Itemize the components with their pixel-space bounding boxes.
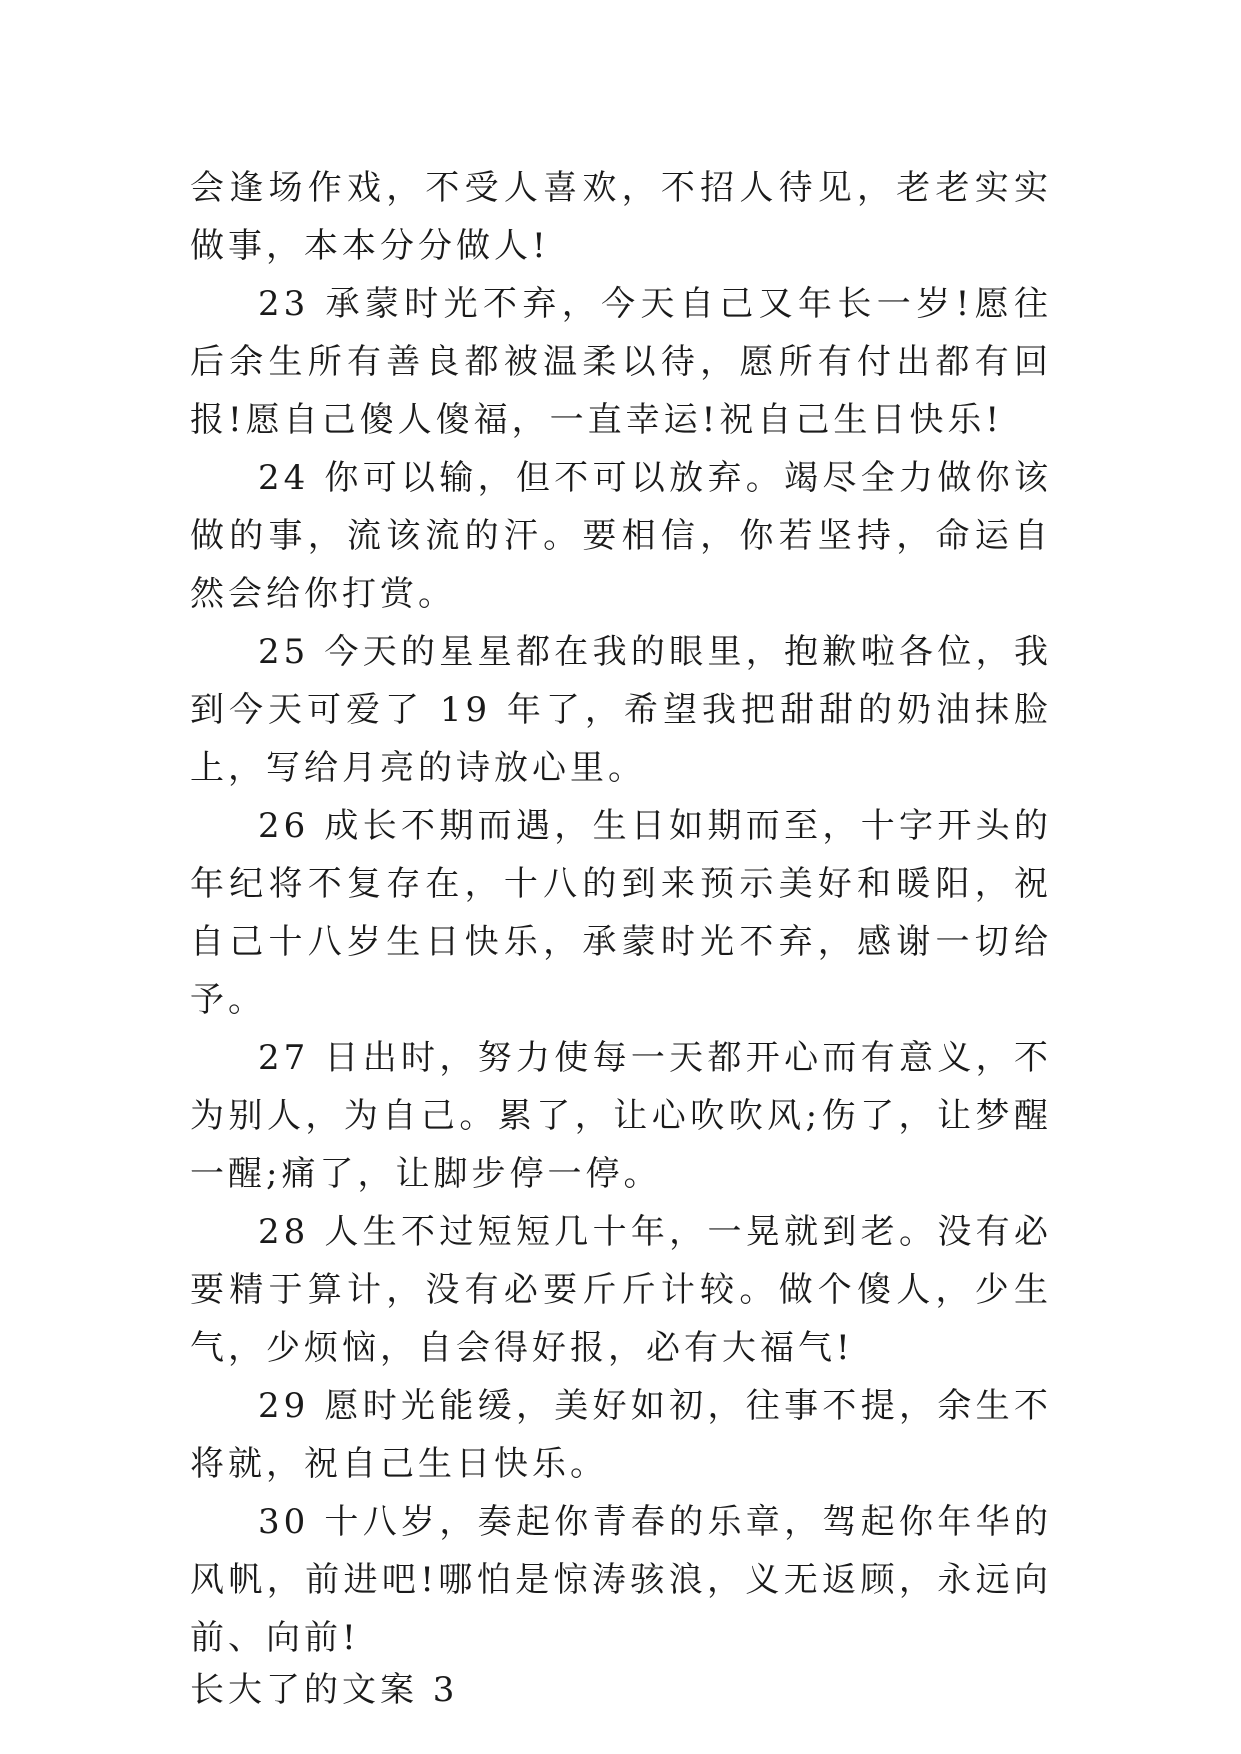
paragraph-29: 29 愿时光能缓，美好如初，往事不提，余生不将就，祝自己生日快乐。 bbox=[190, 1386, 1052, 1484]
paragraph-30: 30 十八岁，奏起你青春的乐章，驾起你年华的风帆，前进吧!哪怕是惊涛骇浪，义无返顾，永远向前、向前! bbox=[190, 1502, 1052, 1658]
paragraph-25: 25 今天的星星都在我的眼里，抱歉啦各位，我到今天可爱了 19 年了，希望我把甜甜的奶油抹脸上，写给月亮的诗放心里。 bbox=[190, 632, 1052, 788]
body-text bbox=[190, 159, 1052, 1719]
paragraph-continuation: 会逢场作戏，不受人喜欢，不招人待见，老老实实做事，本本分分做人! bbox=[190, 168, 1052, 266]
paragraph-26: 26 成长不期而遇，生日如期而至，十字开头的年纪将不复存在，十八的到来预示美好和暖阳，祝自己十八岁生日快乐，承蒙时光不弃，感谢一切给予。 bbox=[190, 806, 1052, 1020]
section-heading: 长大了的文案 3 bbox=[190, 1670, 459, 1710]
paragraph-27: 27 日出时，努力使每一天都开心而有意义，不为别人，为自己。累了，让心吹吹风;伤了，让梦醒一醒;痛了，让脚步停一停。 bbox=[190, 1038, 1052, 1194]
paragraph-24: 24 你可以输，但不可以放弃。竭尽全力做你该做的事，流该流的汗。要相信，你若坚持，命运自然会给你打赏。 bbox=[190, 458, 1052, 614]
paragraph-23: 23 承蒙时光不弃，今天自己又年长一岁!愿往后余生所有善良都被温柔以待，愿所有付出都有回报!愿自己傻人傻福，一直幸运!祝自己生日快乐! bbox=[190, 284, 1052, 440]
paragraph-28: 28 人生不过短短几十年，一晃就到老。没有必要精于算计，没有必要斤斤计较。做个傻人，少生气，少烦恼，自会得好报，必有大福气! bbox=[190, 1212, 1052, 1368]
